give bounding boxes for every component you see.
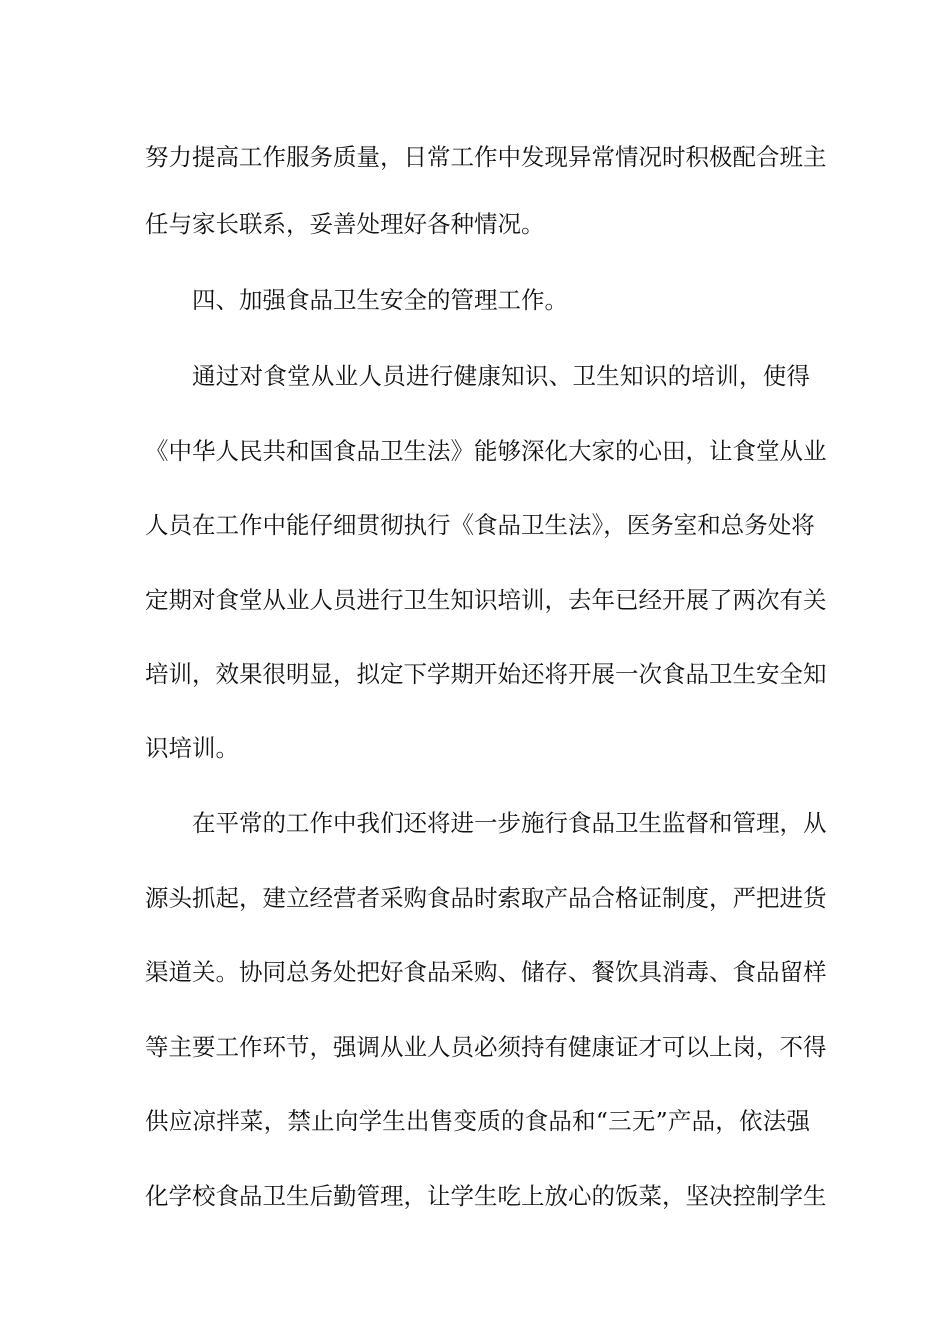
text-line-1: 努力提高工作服务质量，日常工作中发现异常情况时积极配合班主 <box>145 143 827 171</box>
text-line-9: 识培训。 <box>145 734 239 762</box>
text-line-10: 在平常的工作中我们还将进一步施行食品卫生监督和管理，从 <box>192 809 827 837</box>
text-line-7: 定期对食堂从业人员进行卫生知识培训，去年已经开展了两次有关 <box>145 586 827 614</box>
text-line-11: 源头抓起，建立经营者采购食品时索取产品合格证制度，严把进货 <box>145 884 827 912</box>
text-line-13: 等主要工作环节，强调从业人员必须持有健康证才可以上岗，不得 <box>145 1033 827 1061</box>
text-line-5: 《中华人民共和国食品卫生法》能够深化大家的心田，让食堂从业 <box>145 437 827 465</box>
text-line-2: 任与家长联系，妥善处理好各种情况。 <box>145 210 545 238</box>
section-heading: 四、加强食品卫生安全的管理工作。 <box>192 286 568 314</box>
text-line-14: 供应凉拌菜，禁止向学生出售变质的食品和“三无”产品，依法强 <box>145 1107 810 1135</box>
text-line-8: 培训，效果很明显，拟定下学期开始还将开展一次食品卫生安全知 <box>145 660 827 688</box>
text-line-15: 化学校食品卫生后勤管理，让学生吃上放心的饭菜，坚决控制学生 <box>145 1182 827 1210</box>
text-line-6: 人员在工作中能仔细贯彻执行《食品卫生法》，医务室和总务处将 <box>145 511 815 539</box>
text-line-4: 通过对食堂从业人员进行健康知识、卫生知识的培训，使得 <box>192 362 810 390</box>
text-line-12: 渠道关。协同总务处把好食品采购、储存、餐饮具消毒、食品留样 <box>145 958 827 986</box>
